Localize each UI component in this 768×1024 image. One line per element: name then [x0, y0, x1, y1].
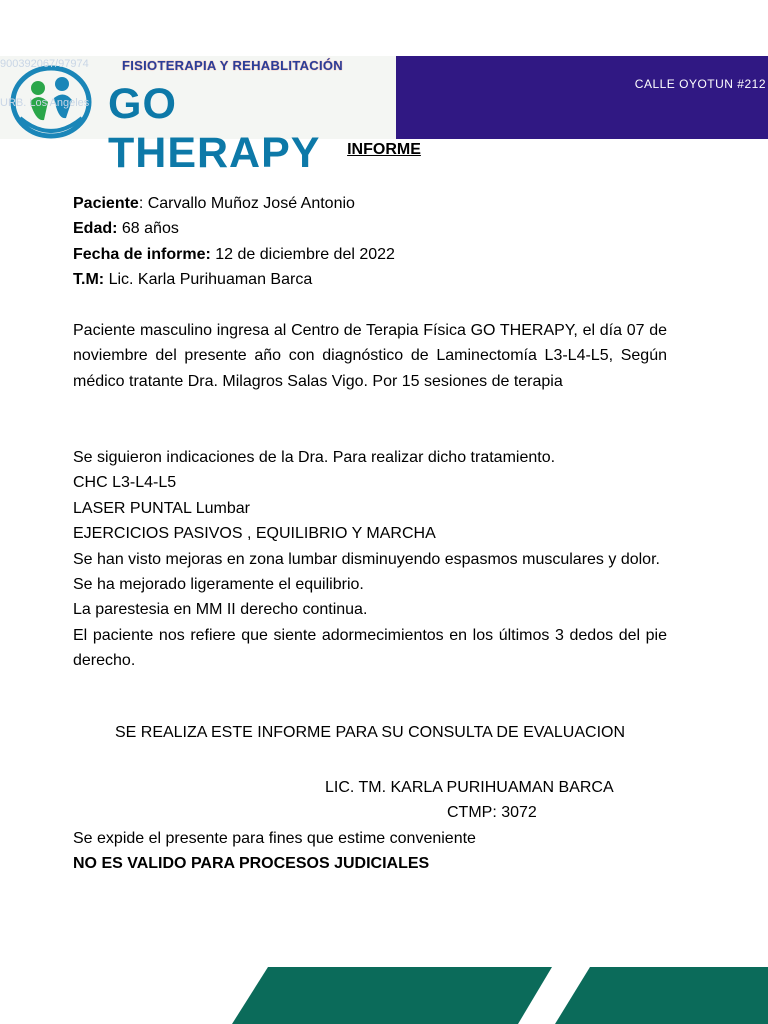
intro-text: Paciente masculino ingresa al Centro de Terapia Física GO THERAPY, el día 07 de noviembre del presente año con diagnóstico de Laminectomía L3-L4-L5, Según médico tratante Dra. Milagros Salas Vigo. Por 15 sesiones de terapia [73, 322, 667, 390]
field-patient: Paciente: Carvallo Muñoz José Antonio [73, 195, 355, 212]
patient-fields [73, 191, 667, 293]
footer-decoration [0, 967, 768, 1024]
observation-line: La parestesia en MM II derecho continua. [73, 601, 368, 619]
treatment-line: EJERCICIOS PASIVOS , EQUILIBRIO Y MARCHA [73, 525, 436, 543]
observation-line: Se han visto mejoras en zona lumbar disminuyendo espasmos musculares y dolor. [73, 550, 660, 568]
purpose-statement: SE REALIZA ESTE INFORME PARA SU CONSULTA DE EVALUACION [114, 724, 626, 741]
field-age [73, 216, 667, 241]
closing-section [73, 826, 667, 877]
observation-line: El paciente nos refiere que siente adormecimientos en los últimos 3 dedos del pie derecho. [73, 626, 667, 670]
logo-brand-name: GO THERAPY [108, 80, 321, 177]
footer-stripe [232, 967, 552, 1024]
field-label: Edad: [73, 220, 118, 238]
field-therapist [73, 267, 667, 292]
field-value: 12 de diciembre del 2022 [215, 245, 395, 263]
observation-line: Se ha mejorado ligeramente el equilibrio. [73, 576, 364, 594]
field-value: Carvallo Muñoz José Antonio [147, 195, 355, 212]
disclaimer-text: NO ES VALIDO PARA PROCESOS JUDICIALES [73, 855, 430, 873]
field-label: T.M: [73, 271, 105, 289]
field-value: 68 años [121, 220, 179, 238]
field-date [73, 242, 667, 267]
field-value: Lic. Karla Purihuaman Barca [108, 271, 313, 289]
logo-tagline: FISIOTERAPIA Y REHABLITACIÓN [122, 58, 343, 73]
footer-stripe [555, 967, 768, 1024]
report-title: INFORME [347, 141, 421, 158]
treatment-section [73, 445, 667, 674]
signature-code: CTMP: 3072 [447, 804, 537, 821]
field-label: Fecha de informe: [73, 245, 211, 263]
field-label: Paciente [73, 195, 139, 212]
intro-paragraph [73, 318, 667, 394]
treatment-line: CHC L3-L4-L5 [73, 474, 177, 492]
closing-text: Se expide el presente para fines que estime conveniente [73, 830, 476, 847]
header-banner [396, 56, 768, 139]
header-address: CALLE OYOTUN #212 [634, 77, 766, 91]
signature-name: LIC. TM. KARLA PURIHUAMAN BARCA [325, 779, 614, 796]
treatment-line: LASER PUNTAL Lumbar [73, 499, 250, 517]
treatment-line: Se siguieron indicaciones de la Dra. Para realizar dicho tratamiento. [73, 449, 556, 466]
logo-urb-text: URB. Los Angeles [0, 97, 90, 109]
logo-phone-text: 900392067/97974 [0, 58, 89, 70]
